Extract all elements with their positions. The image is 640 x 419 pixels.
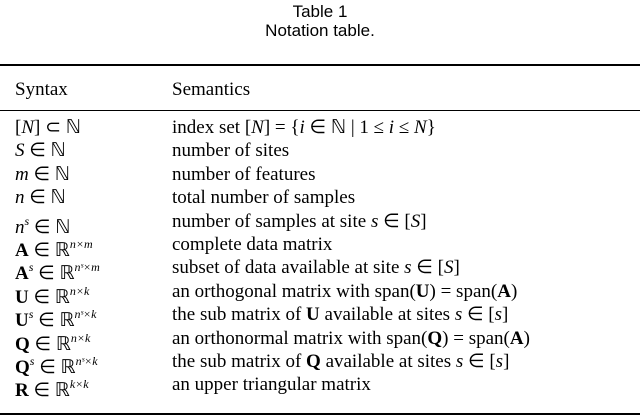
semantics-cell-segment: s [454, 304, 463, 326]
semantics-cell-segment: number of sites [172, 140, 290, 162]
semantics-cell-segment: N [414, 117, 427, 138]
table-row [0, 139, 640, 162]
syntax-cell-segment: m [15, 163, 29, 185]
semantics-cell [172, 256, 460, 279]
syntax-cell-segment: s [28, 307, 34, 322]
syntax-cell-segment: ∈ ℝ [28, 380, 70, 402]
semantics-cell-segment: s [404, 257, 412, 279]
semantics-cell-segment: } [426, 117, 436, 138]
syntax-cell-segment: ∈ ℝ [28, 239, 70, 261]
semantics-cell-segment: A [497, 280, 511, 302]
syntax-cell-segment: ∈ ℕ [29, 216, 71, 238]
syntax-cell-segment: s [24, 213, 30, 228]
syntax-cell [15, 139, 66, 162]
semantics-cell [172, 186, 355, 209]
syntax-cell-segment: ∈ ℕ [24, 140, 66, 162]
semantics-cell-segment: ∈ [ [378, 210, 411, 232]
semantics-cell [172, 116, 436, 139]
syntax-cell-segment: ∈ ℝ [29, 333, 71, 355]
table-row [0, 256, 640, 285]
semantics-cell-segment: ] [502, 304, 509, 326]
semantics-cell-segment: available at sites [320, 350, 456, 372]
syntax-cell-segment: ] ⊂ ℕ [34, 117, 81, 138]
syntax-cell-segment: Q [15, 333, 30, 355]
syntax-cell-segment: nˢ×k [74, 307, 97, 322]
syntax-cell-segment: nˢ×k [75, 353, 98, 368]
semantics-cell-segment: U [415, 280, 430, 302]
syntax-cell-segment: N [21, 117, 35, 138]
semantics-cell-segment: s [370, 210, 379, 232]
semantics-cell-segment: s [495, 350, 504, 372]
semantics-cell-segment: ] [503, 350, 510, 372]
syntax-cell-segment: [ [15, 117, 22, 138]
syntax-cell [15, 116, 81, 139]
semantics-cell-segment: ] = { [263, 117, 300, 138]
syntax-cell-segment: A [15, 239, 29, 261]
semantics-cell [172, 350, 509, 373]
semantics-cell-segment: A [509, 327, 524, 349]
semantics-cell-segment: U [306, 304, 320, 326]
syntax-cell-segment: U [15, 286, 29, 308]
syntax-cell [15, 163, 70, 186]
syntax-cell-segment: Q [15, 356, 30, 378]
table-row [0, 373, 640, 402]
syntax-cell-segment: s [28, 260, 34, 275]
syntax-cell-segment: ∈ ℝ [33, 310, 75, 332]
semantics-cell-segment: ) [510, 280, 518, 302]
syntax-cell [15, 373, 89, 402]
semantics-cell-segment: number of samples at site [172, 210, 371, 232]
syntax-cell-segment: ∈ ℝ [33, 263, 75, 285]
syntax-cell-segment: n [15, 187, 25, 209]
semantics-cell-segment: number of features [172, 163, 316, 185]
syntax-cell-segment: R [15, 380, 29, 402]
table-title: Notation table. [265, 21, 375, 40]
semantics-cell-segment: ∈ ℕ | 1 ≤ [304, 117, 389, 138]
semantics-cell-segment: ∈ [ [462, 304, 495, 326]
header-semantics: Semantics [172, 79, 251, 100]
semantics-cell-segment: complete data matrix [172, 233, 333, 255]
semantics-cell-segment: ) = span( [429, 280, 498, 302]
syntax-cell-segment: n×m [69, 236, 93, 251]
table-row [0, 186, 640, 209]
semantics-cell [172, 327, 530, 350]
semantics-cell-segment: i [299, 117, 305, 138]
semantics-cell [172, 373, 371, 396]
syntax-cell-segment: A [15, 263, 29, 285]
header-rule [0, 110, 640, 111]
semantics-cell-segment: Q [306, 350, 321, 372]
semantics-cell-segment: ] [420, 210, 427, 232]
semantics-cell-segment: i [388, 117, 395, 138]
semantics-cell-segment: total number of samples [172, 187, 356, 209]
semantics-cell-segment: the sub matrix of [172, 304, 307, 326]
semantics-cell-segment: S [410, 210, 421, 232]
semantics-cell-segment: an orthonormal matrix with span( [172, 327, 428, 349]
header-syntax: Syntax [15, 79, 68, 100]
semantics-cell-segment: index set [ [172, 117, 252, 138]
syntax-cell [15, 186, 66, 209]
table-row [0, 350, 640, 378]
bottom-rule [0, 413, 640, 415]
semantics-cell-segment: the sub matrix of [172, 350, 307, 372]
syntax-cell-segment: ∈ ℕ [28, 163, 70, 185]
semantics-cell-segment: ∈ [ [463, 350, 496, 372]
syntax-cell-segment: ∈ ℝ [28, 286, 70, 308]
semantics-cell [172, 280, 517, 303]
semantics-cell [172, 163, 316, 186]
table-row [0, 210, 640, 238]
semantics-cell-segment: s [494, 304, 503, 326]
syntax-cell-segment: n [15, 216, 25, 238]
semantics-cell-segment: ] [453, 257, 460, 279]
syntax-cell-segment: ∈ ℕ [24, 187, 66, 209]
syntax-cell-segment: n×k [70, 330, 91, 345]
table-row [0, 327, 640, 355]
syntax-cell-segment: U [15, 310, 29, 332]
semantics-cell-segment: available at sites [319, 304, 455, 326]
semantics-cell-segment: N [251, 117, 264, 138]
syntax-cell-segment: nˢ×m [74, 260, 100, 275]
semantics-cell [172, 303, 508, 326]
top-rule [0, 64, 640, 66]
table-label: Table 1 [292, 2, 348, 21]
syntax-cell-segment: k×k [69, 377, 89, 392]
semantics-cell-segment: s [455, 350, 464, 372]
semantics-cell-segment: ) = span( [442, 327, 510, 349]
syntax-cell-segment: s [29, 353, 35, 368]
table-row [0, 303, 640, 332]
table-row [0, 116, 640, 139]
semantics-cell [172, 139, 289, 162]
semantics-cell-segment: subset of data available at site [172, 257, 405, 279]
semantics-cell [172, 233, 332, 256]
syntax-cell-segment: S [15, 140, 25, 162]
syntax-cell-segment: ∈ ℝ [34, 356, 76, 378]
semantics-cell-segment: ∈ [ [411, 257, 444, 279]
semantics-cell-segment: an upper triangular matrix [172, 374, 371, 396]
semantics-cell [172, 210, 427, 233]
semantics-cell-segment: S [443, 257, 454, 279]
semantics-cell-segment: ≤ [394, 117, 415, 138]
table-row [0, 163, 640, 186]
table-row [0, 233, 640, 261]
table-row [0, 280, 640, 308]
semantics-cell-segment: Q [427, 327, 443, 349]
semantics-cell-segment: an orthogonal matrix with span( [172, 280, 416, 302]
syntax-cell-segment: n×k [69, 283, 90, 298]
table-body [0, 116, 640, 402]
semantics-cell-segment: ) [523, 327, 530, 349]
